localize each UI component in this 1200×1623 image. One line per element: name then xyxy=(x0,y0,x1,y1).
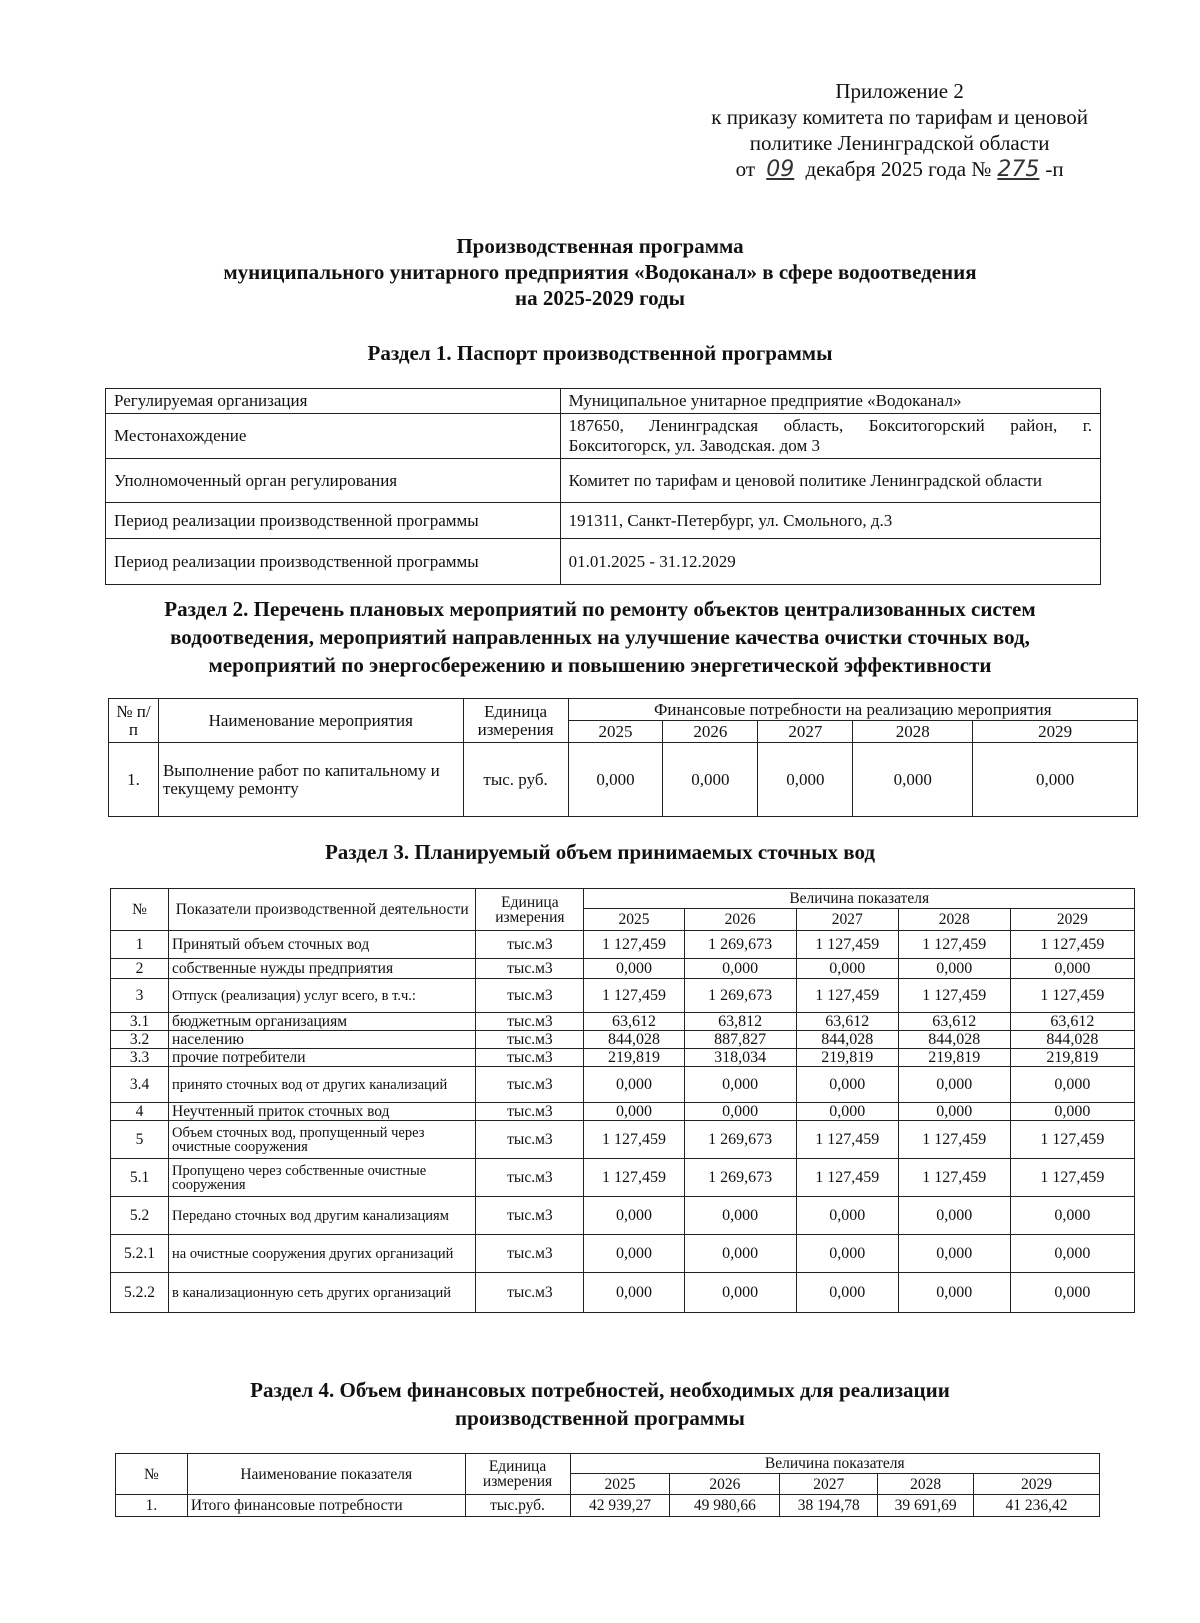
row-value: 219,819 xyxy=(898,1049,1010,1067)
year-header: 2027 xyxy=(796,909,898,931)
row-value: 0,000 xyxy=(898,1197,1010,1235)
row-value: 41 236,42 xyxy=(974,1495,1100,1517)
title-line-1: Производственная программа xyxy=(456,234,744,258)
row-name: принято сточных вод от других канализаций xyxy=(169,1067,476,1103)
row-value: 1 127,459 xyxy=(898,1121,1010,1159)
row-value: 1 127,459 xyxy=(1010,979,1134,1013)
row-value: 318,034 xyxy=(684,1049,796,1067)
passport-label: Период реализации производственной программы xyxy=(106,503,561,539)
year-header: 2027 xyxy=(780,1474,878,1495)
row-unit: тыс.м3 xyxy=(476,1031,584,1049)
row-no: 4 xyxy=(111,1103,169,1121)
row-value: 0,000 xyxy=(853,743,973,817)
measures-col-no: № п/п xyxy=(109,699,159,743)
row-value: 0,000 xyxy=(898,1273,1010,1313)
passport-value: 01.01.2025 - 31.12.2029 xyxy=(560,539,1100,585)
row-value: 0,000 xyxy=(684,1103,796,1121)
row-value: 844,028 xyxy=(796,1031,898,1049)
finance-col-name: Наименование показателя xyxy=(187,1454,465,1495)
row-value: 1 127,459 xyxy=(1010,931,1134,959)
row-value: 1 127,459 xyxy=(584,931,684,959)
row-value: 0,000 xyxy=(684,1235,796,1273)
row-value: 0,000 xyxy=(584,1235,684,1273)
row-no: 1. xyxy=(116,1495,188,1517)
row-value: 1 269,673 xyxy=(684,1159,796,1197)
row-value: 0,000 xyxy=(898,1235,1010,1273)
annex-line-1: Приложение 2 xyxy=(835,79,964,103)
year-header: 2025 xyxy=(570,1474,670,1495)
row-name: Объем сточных вод, пропущенный через очистные сооружения xyxy=(169,1121,476,1159)
wastewater-row xyxy=(111,1159,1135,1197)
passport-value: 187650, Ленинградская область, Бокситогорский район, г. Бокситогорск, ул. Заводская. дом 3 xyxy=(560,414,1100,459)
row-value: 63,612 xyxy=(898,1013,1010,1031)
row-unit: тыс.м3 xyxy=(476,1273,584,1313)
section2-heading-line-3: мероприятий по энергосбережению и повышению энергетической эффективности xyxy=(208,653,992,677)
passport-label: Регулируемая организация xyxy=(106,389,561,414)
row-name: в канализационную сеть других организаций xyxy=(169,1273,476,1313)
row-value: 0,000 xyxy=(796,1273,898,1313)
row-value: 1 127,459 xyxy=(796,979,898,1013)
row-unit: тыс.м3 xyxy=(476,1049,584,1067)
row-value: 1 269,673 xyxy=(684,1121,796,1159)
passport-value: Комитет по тарифам и ценовой политике Ленинградской области xyxy=(560,459,1100,503)
row-value: 1 127,459 xyxy=(1010,1159,1134,1197)
section1-heading-text: Раздел 1. Паспорт производственной программы xyxy=(367,341,833,365)
wastewater-col-name: Показатели производственной деятельности xyxy=(169,889,476,931)
row-name: Итого финансовые потребности xyxy=(187,1495,465,1517)
row-no: 3.2 xyxy=(111,1031,169,1049)
row-value: 0,000 xyxy=(973,743,1138,817)
row-value: 0,000 xyxy=(1010,1067,1134,1103)
year-header: 2028 xyxy=(853,721,973,743)
measures-col-unit: Единица измерения xyxy=(463,699,568,743)
annex-number: 275 xyxy=(997,157,1040,182)
row-value: 42 939,27 xyxy=(570,1495,670,1517)
row-value: 1 127,459 xyxy=(796,1121,898,1159)
annex-line-2: к приказу комитета по тарифам и ценовой xyxy=(711,105,1088,129)
passport-label: Период реализации производственной программы xyxy=(106,539,561,585)
row-value: 1 127,459 xyxy=(898,979,1010,1013)
row-unit: тыс.м3 xyxy=(476,1159,584,1197)
row-no: 1 xyxy=(111,931,169,959)
row-no: 2 xyxy=(111,959,169,979)
row-value: 0,000 xyxy=(584,1197,684,1235)
row-name: населению xyxy=(169,1031,476,1049)
row-value: 0,000 xyxy=(758,743,853,817)
row-name: Пропущено через собственные очистные сооружения xyxy=(169,1159,476,1197)
measures-row xyxy=(109,743,1138,817)
title-line-3: на 2025-2029 годы xyxy=(514,286,686,310)
wastewater-header-row xyxy=(111,889,1135,909)
row-unit: тыс.м3 xyxy=(476,1121,584,1159)
section4-heading xyxy=(100,1376,1100,1432)
section3-heading-text: Раздел 3. Планируемый объем принимаемых сточных вод xyxy=(324,840,876,864)
document-title xyxy=(0,233,1200,311)
annex-suffix: -п xyxy=(1045,157,1064,181)
wastewater-row xyxy=(111,1049,1135,1067)
wastewater-row xyxy=(111,1031,1135,1049)
row-no: 5.1 xyxy=(111,1159,169,1197)
annex-month-year: декабря 2025 года № xyxy=(805,157,992,181)
row-name: Передано сточных вод другим канализациям xyxy=(169,1197,476,1235)
section4-heading-line-2: производственной программы xyxy=(455,1406,745,1430)
row-value: 0,000 xyxy=(568,743,663,817)
passport-row xyxy=(106,414,1101,459)
row-unit: тыс.м3 xyxy=(476,1235,584,1273)
row-name: Принятый объем сточных вод xyxy=(169,931,476,959)
row-value: 63,812 xyxy=(684,1013,796,1031)
row-unit: тыс.м3 xyxy=(476,959,584,979)
annex-header xyxy=(711,78,1088,183)
row-value: 0,000 xyxy=(1010,1235,1134,1273)
row-value: 0,000 xyxy=(898,1103,1010,1121)
row-value: 1 127,459 xyxy=(584,1121,684,1159)
row-unit: тыс.м3 xyxy=(476,931,584,959)
annex-line-4 xyxy=(711,156,1088,183)
year-header: 2029 xyxy=(1010,909,1134,931)
passport-label: Местонахождение xyxy=(106,414,561,459)
row-value: 39 691,69 xyxy=(878,1495,974,1517)
wastewater-col-no: № xyxy=(111,889,169,931)
row-value: 219,819 xyxy=(584,1049,684,1067)
annex-line-3: политике Ленинградской области xyxy=(749,131,1050,155)
row-no: 5.2.2 xyxy=(111,1273,169,1313)
annex-day: 09 xyxy=(766,157,795,182)
passport-row xyxy=(106,539,1101,585)
row-value: 0,000 xyxy=(1010,1273,1134,1313)
wastewater-row xyxy=(111,1197,1135,1235)
row-unit: тыс.м3 xyxy=(476,1103,584,1121)
wastewater-row xyxy=(111,959,1135,979)
year-header: 2025 xyxy=(584,909,684,931)
row-value: 0,000 xyxy=(898,1067,1010,1103)
section3-heading xyxy=(100,838,1100,866)
row-no: 5 xyxy=(111,1121,169,1159)
row-value: 0,000 xyxy=(663,743,758,817)
wastewater-table xyxy=(110,888,1135,1313)
year-header: 2026 xyxy=(663,721,758,743)
wastewater-row xyxy=(111,1121,1135,1159)
row-value: 219,819 xyxy=(796,1049,898,1067)
row-value: 63,612 xyxy=(584,1013,684,1031)
year-header: 2026 xyxy=(670,1474,780,1495)
row-name: на очистные сооружения других организаций xyxy=(169,1235,476,1273)
row-value: 63,612 xyxy=(796,1013,898,1031)
year-header: 2029 xyxy=(974,1474,1100,1495)
row-unit: тыс.м3 xyxy=(476,1197,584,1235)
row-value: 63,612 xyxy=(1010,1013,1134,1031)
passport-table xyxy=(105,388,1101,585)
row-value: 1 127,459 xyxy=(584,979,684,1013)
row-value: 1 127,459 xyxy=(584,1159,684,1197)
year-header: 2027 xyxy=(758,721,853,743)
year-header: 2028 xyxy=(898,909,1010,931)
finance-col-value: Величина показателя xyxy=(570,1454,1100,1474)
row-unit: тыс. руб. xyxy=(463,743,568,817)
section2-heading xyxy=(100,595,1100,679)
row-value: 1 127,459 xyxy=(898,1159,1010,1197)
wastewater-row xyxy=(111,1013,1135,1031)
wastewater-row xyxy=(111,1067,1135,1103)
row-value: 844,028 xyxy=(584,1031,684,1049)
row-value: 0,000 xyxy=(898,959,1010,979)
row-no: 3.4 xyxy=(111,1067,169,1103)
passport-row xyxy=(106,459,1101,503)
section2-heading-line-1: Раздел 2. Перечень плановых мероприятий по ремонту объектов централизованных систем xyxy=(164,597,1036,621)
wastewater-row xyxy=(111,979,1135,1013)
wastewater-row xyxy=(111,931,1135,959)
row-value: 1 127,459 xyxy=(1010,1121,1134,1159)
row-value: 0,000 xyxy=(584,1067,684,1103)
row-name: Отпуск (реализация) услуг всего, в т.ч.: xyxy=(169,979,476,1013)
row-no: 5.2.1 xyxy=(111,1235,169,1273)
row-value: 0,000 xyxy=(1010,1103,1134,1121)
row-value: 38 194,78 xyxy=(780,1495,878,1517)
row-value: 844,028 xyxy=(1010,1031,1134,1049)
year-header: 2026 xyxy=(684,909,796,931)
row-value: 0,000 xyxy=(1010,959,1134,979)
section2-heading-line-2: водоотведения, мероприятий направленных на улучшение качества очистки сточных вод, xyxy=(170,625,1030,649)
row-no: 3 xyxy=(111,979,169,1013)
row-value: 887,827 xyxy=(684,1031,796,1049)
wastewater-row xyxy=(111,1273,1135,1313)
row-value: 0,000 xyxy=(796,959,898,979)
passport-value: 191311, Санкт-Петербург, ул. Смольного, д.3 xyxy=(560,503,1100,539)
row-value: 0,000 xyxy=(684,1197,796,1235)
row-name: прочие потребители xyxy=(169,1049,476,1067)
row-value: 0,000 xyxy=(684,1067,796,1103)
row-name: Неучтенный приток сточных вод xyxy=(169,1103,476,1121)
row-value: 0,000 xyxy=(684,1273,796,1313)
measures-header-row xyxy=(109,699,1138,721)
row-value: 0,000 xyxy=(584,959,684,979)
row-value: 1 127,459 xyxy=(898,931,1010,959)
row-unit: тыс.м3 xyxy=(476,979,584,1013)
row-value: 0,000 xyxy=(584,1103,684,1121)
wastewater-col-unit: Единица измерения xyxy=(476,889,584,931)
row-unit: тыс.м3 xyxy=(476,1013,584,1031)
row-value: 0,000 xyxy=(796,1103,898,1121)
row-value: 1 127,459 xyxy=(796,1159,898,1197)
finance-col-no: № xyxy=(116,1454,188,1495)
finance-table xyxy=(115,1453,1100,1517)
row-name: бюджетным организациям xyxy=(169,1013,476,1031)
wastewater-row xyxy=(111,1235,1135,1273)
row-value: 0,000 xyxy=(684,959,796,979)
row-value: 0,000 xyxy=(1010,1197,1134,1235)
row-name: собственные нужды предприятия xyxy=(169,959,476,979)
year-header: 2029 xyxy=(973,721,1138,743)
passport-row xyxy=(106,503,1101,539)
row-value: 844,028 xyxy=(898,1031,1010,1049)
row-no: 5.2 xyxy=(111,1197,169,1235)
row-name: Выполнение работ по капитальному и текущему ремонту xyxy=(158,743,463,817)
year-header: 2028 xyxy=(878,1474,974,1495)
passport-value: Муниципальное унитарное предприятие «Водоканал» xyxy=(560,389,1100,414)
wastewater-col-value: Величина показателя xyxy=(584,889,1135,909)
row-value: 219,819 xyxy=(1010,1049,1134,1067)
passport-row xyxy=(106,389,1101,414)
row-value: 0,000 xyxy=(796,1067,898,1103)
finance-header-row xyxy=(116,1454,1100,1474)
passport-label: Уполномоченный орган регулирования xyxy=(106,459,561,503)
wastewater-row xyxy=(111,1103,1135,1121)
row-value: 1 269,673 xyxy=(684,979,796,1013)
row-value: 1 127,459 xyxy=(796,931,898,959)
row-value: 0,000 xyxy=(584,1273,684,1313)
row-unit: тыс.м3 xyxy=(476,1067,584,1103)
year-header: 2025 xyxy=(568,721,663,743)
title-line-2: муниципального унитарного предприятия «Водоканал» в сфере водоотведения xyxy=(223,260,977,284)
row-unit: тыс.руб. xyxy=(465,1495,570,1517)
row-no: 1. xyxy=(109,743,159,817)
row-value: 0,000 xyxy=(796,1197,898,1235)
row-no: 3.1 xyxy=(111,1013,169,1031)
row-value: 1 269,673 xyxy=(684,931,796,959)
row-no: 3.3 xyxy=(111,1049,169,1067)
section1-heading xyxy=(100,339,1100,367)
annex-from-label: от xyxy=(735,157,756,181)
row-value: 49 980,66 xyxy=(670,1495,780,1517)
measures-col-fin: Финансовые потребности на реализацию мероприятия xyxy=(568,699,1137,721)
measures-col-name: Наименование мероприятия xyxy=(158,699,463,743)
measures-table xyxy=(108,698,1138,817)
finance-col-unit: Единица измерения xyxy=(465,1454,570,1495)
finance-row xyxy=(116,1495,1100,1517)
section4-heading-line-1: Раздел 4. Объем финансовых потребностей, необходимых для реализации xyxy=(250,1378,950,1402)
row-value: 0,000 xyxy=(796,1235,898,1273)
